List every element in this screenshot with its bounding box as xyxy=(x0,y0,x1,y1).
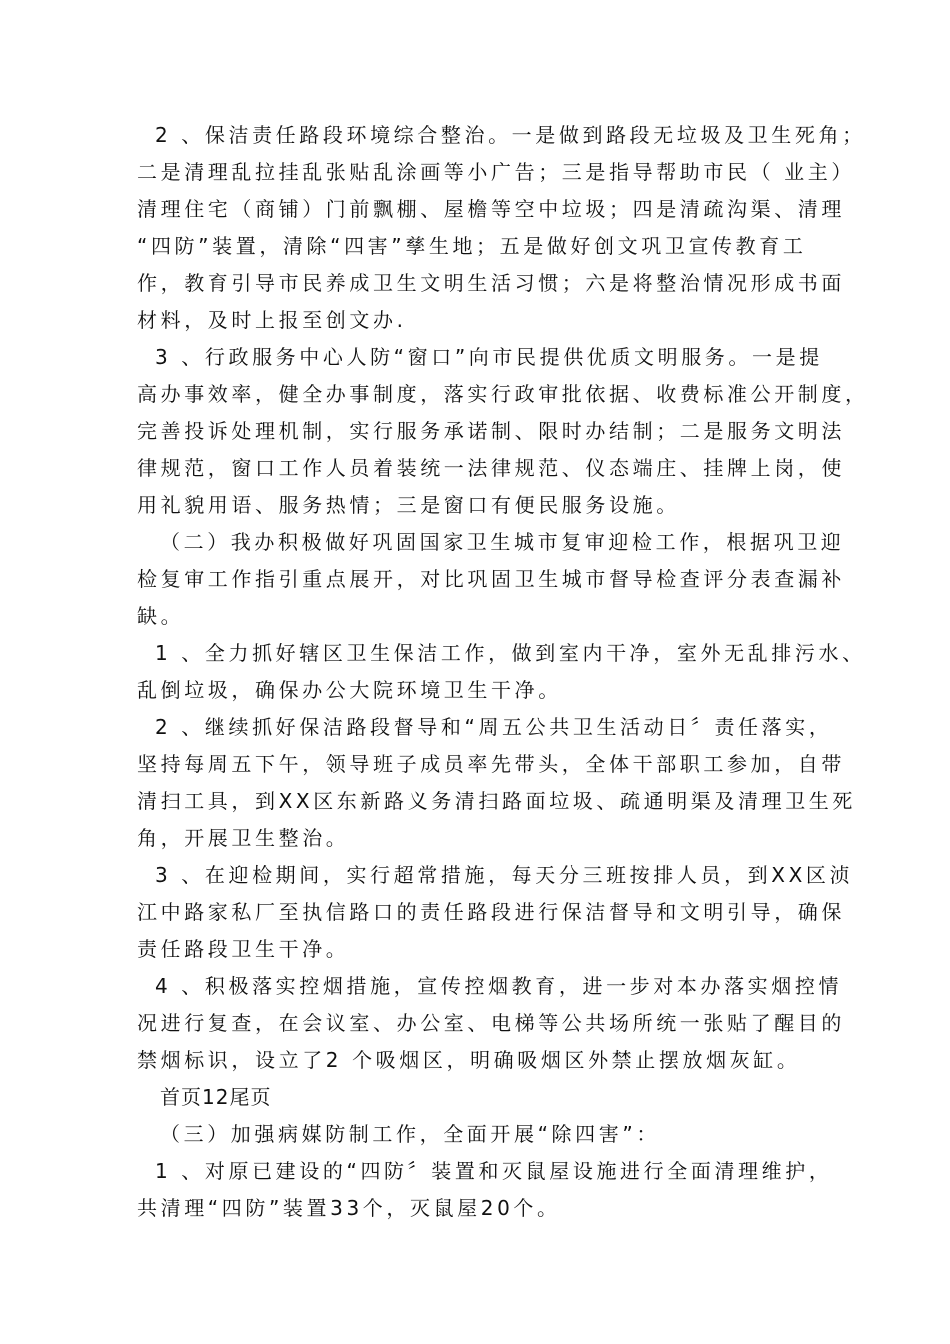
item-3-line-2: 江中路家私厂至执信路口的责任路段进行保洁督导和文明引导，确保 xyxy=(137,900,845,924)
para-1-line-4: “四防”装置，清除“四害”孳生地；五是做好创文巩卫宣传教育工 xyxy=(137,234,807,258)
para-2-line-5: 用礼貌用语、服务热情；三是窗口有便民服务设施。 xyxy=(137,493,680,517)
section-2-line-2: 检复审工作指引重点展开，对比巩固卫生城市督导检查评分表查漏补 xyxy=(137,567,845,591)
para-1-line-2: 二是清理乱拉挂乱张贴乱涂画等小广告；三是指导帮助市民（ 业主） xyxy=(137,160,855,184)
item-1-line-2: 乱倒垃圾，确保办公大院环境卫生干净。 xyxy=(137,678,562,702)
para-2-line-1: 3 、行政服务中心人防“窗口”向市民提供优质文明服务。一是提 xyxy=(155,345,823,369)
item-2-line-3: 清扫工具，到XX区东新路义务清扫路面垃圾、疏通明渠及清理卫生死 xyxy=(137,789,857,813)
item-2-line-2: 坚持每周五下午，领导班子成员率先带头，全体干部职工参加，自带 xyxy=(137,752,845,776)
para-1-line-3: 清理住宅（商铺）门前飘棚、屋檐等空中垃圾；四是清疏沟渠、清理 xyxy=(137,197,845,221)
item-3-line-1: 3 、在迎检期间，实行超常措施，每天分三班按排人员，到XX区浈 xyxy=(155,863,854,887)
item-4-line-2: 况进行复查，在会议室、办公室、电梯等公共场所统一张贴了醒目的 xyxy=(137,1011,845,1035)
page-nav[interactable]: 首页12尾页 xyxy=(160,1085,272,1109)
section-2-line-3: 缺。 xyxy=(137,604,185,628)
item-2-line-1: 2 、继续抓好保洁路段督导和“周五公共卫生活动日〞责任落实， xyxy=(155,715,833,739)
section-2-line-1: （二）我办积极做好巩固国家卫生城市复审迎检工作，根据巩卫迎 xyxy=(160,530,845,554)
section-3-item-1-line-1: 1 、对原已建设的“四防〞装置和灭鼠屋设施进行全面清理维护， xyxy=(155,1159,833,1183)
para-2-line-3: 完善投诉处理机制，实行服务承诺制、限时办结制；二是服务文明法 xyxy=(137,419,845,443)
section-3-heading: （三）加强病媒防制工作，全面开展“除四害”： xyxy=(160,1122,660,1146)
para-2-line-2: 高办事效率，健全办事制度，落实行政审批依据、收费标准公开制度， xyxy=(137,382,869,406)
para-2-line-4: 律规范，窗口工作人员着装统一法律规范、仪态端庄、挂牌上岗，使 xyxy=(137,456,845,480)
para-1-line-5: 作，教育引导市民养成卫生文明生活习惯；六是将整治情况形成书面 xyxy=(137,271,845,295)
item-3-line-3: 责任路段卫生干净。 xyxy=(137,937,350,961)
item-4-line-3: 禁烟标识，设立了2 个吸烟区，明确吸烟区外禁止摆放烟灰缸。 xyxy=(137,1048,801,1072)
item-2-line-4: 角，开展卫生整治。 xyxy=(137,826,350,850)
item-1-line-1: 1 、全力抓好辖区卫生保洁工作，做到室内干净，室外无乱排污水、 xyxy=(155,641,866,665)
item-4-line-1: 4 、积极落实控烟措施，宣传控烟教育，进一步对本办落实烟控情 xyxy=(155,974,843,998)
para-1-line-6: 材料，及时上报至创文办. xyxy=(137,308,407,332)
para-1-line-1: 2 、保洁责任路段环境综合整治。一是做到路段无垃圾及卫生死角； xyxy=(155,123,866,147)
section-3-item-1-line-2: 共清理“四防”装置33个，灭鼠屋20个。 xyxy=(137,1196,561,1220)
